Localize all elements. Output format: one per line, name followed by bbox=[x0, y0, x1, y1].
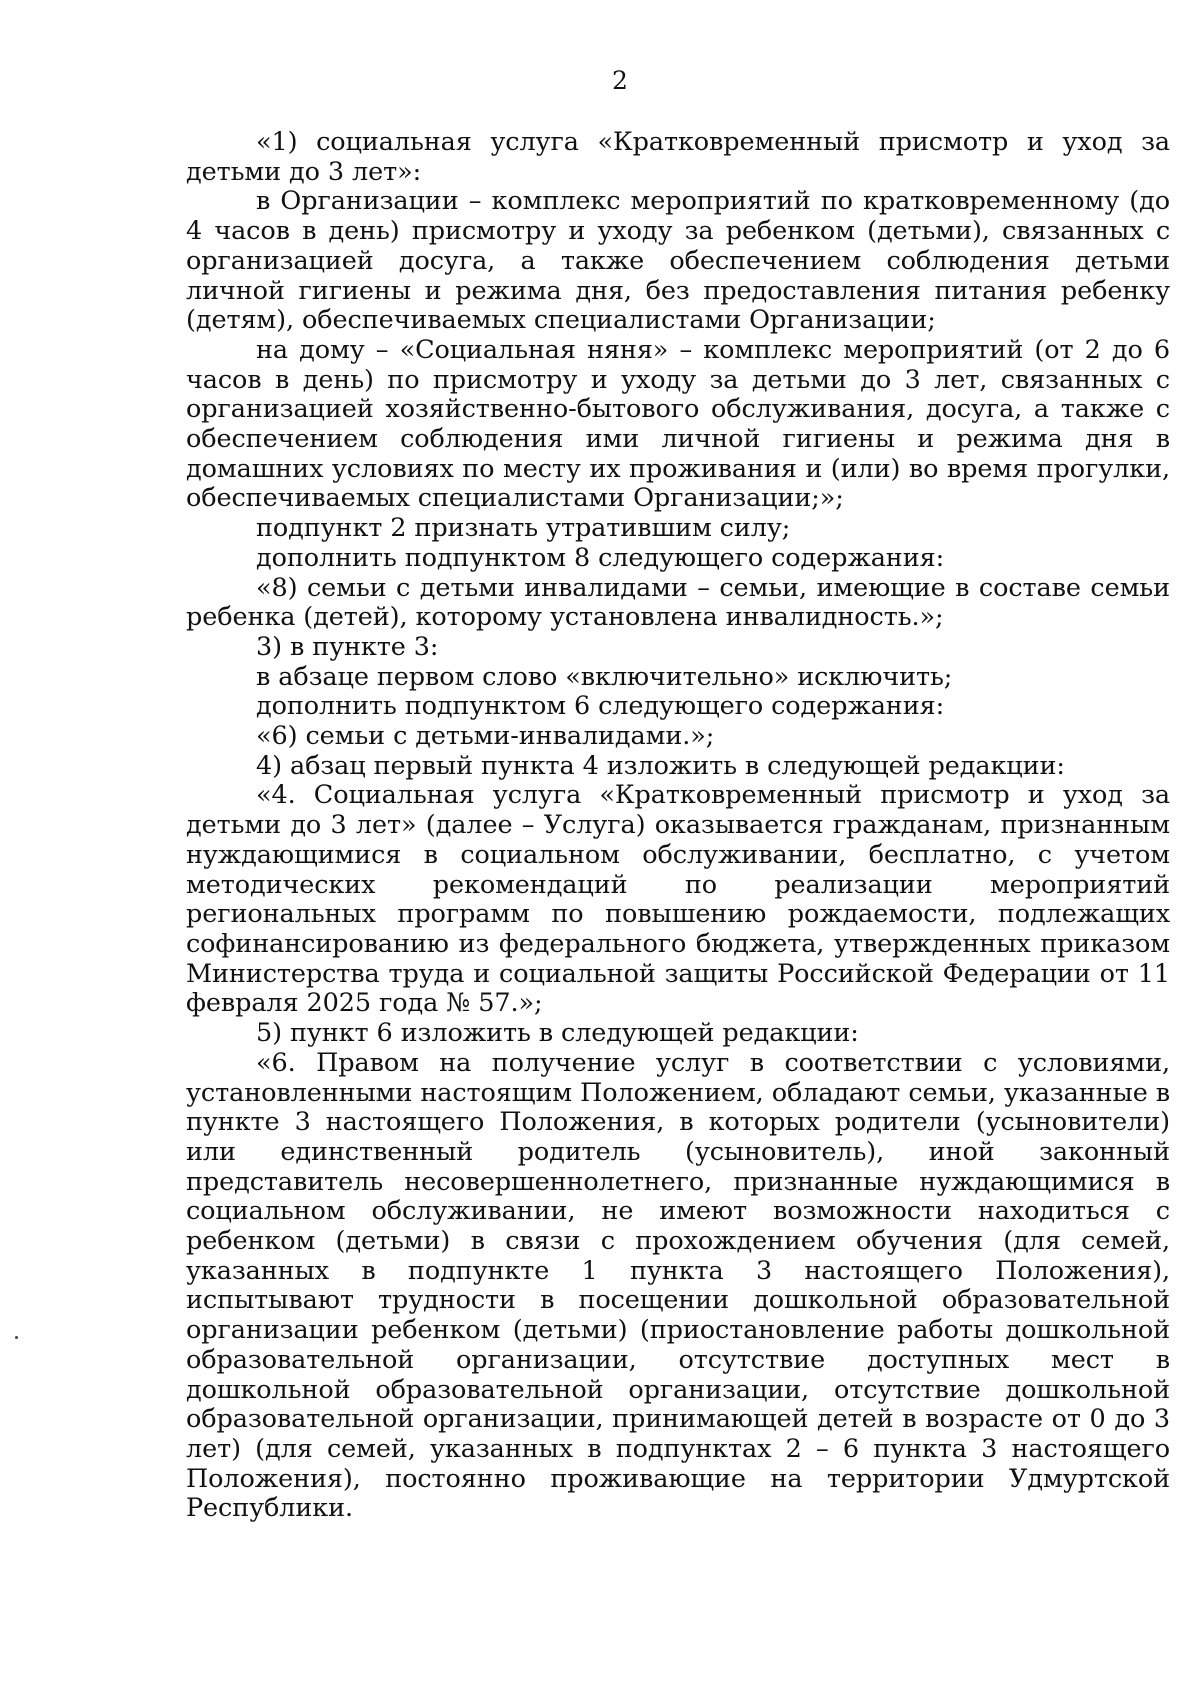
paragraph: 5) пункт 6 изложить в следующей редакции: bbox=[256, 1018, 859, 1049]
paragraph: «6) семьи с детьми-инвалидами.»; bbox=[256, 721, 715, 752]
scan-speck bbox=[15, 1336, 18, 1339]
paragraph: «1) социальная услуга «Кратковременный присмотр и уход за детьми до 3 лет»: bbox=[186, 127, 1170, 187]
page-number: 2 bbox=[612, 66, 628, 95]
document-body bbox=[186, 128, 1170, 1524]
paragraph: дополнить подпунктом 6 следующего содержания: bbox=[256, 691, 945, 722]
paragraph: на дому – «Социальная няня» – комплекс мероприятий (от 2 до 6 часов в день) по присмотру и уходу за детьми до 3 лет, связанных с организацией хозяйственно-бытового обслуживания, досуга, а также с обеспечением соблюдения ими личной гигиены и режима дня в домашних условиях по месту их проживания и (или) во время прогулки, обеспечиваемых специалистами Организации;»; bbox=[186, 334, 1170, 514]
paragraph: «8) семьи с детьми инвалидами – семьи, имеющие в составе семьи ребенка (детей), которому установлена инвалидность.»; bbox=[186, 572, 1170, 633]
paragraph: в абзаце первом слово «включительно» исключить; bbox=[256, 661, 953, 692]
paragraph: в Организации – комплекс мероприятий по кратковременному (до 4 часов в день) присмотру и уходу за ребенком (детьми), связанных с организацией досуга, а также обеспечением соблюдения детьми личной гигиены и режима дня, без предоставления питания ребенку (детям), обеспечиваемых специалистами Организации; bbox=[186, 186, 1170, 336]
paragraph: дополнить подпунктом 8 следующего содержания: bbox=[256, 542, 945, 573]
paragraph: «4. Социальная услуга «Кратковременный присмотр и уход за детьми до 3 лет» (далее – Услуга) оказывается гражданам, признанным нуждающимися в социальном обслуживании, бесплатно, с учетом методических рекомендаций по реализации мероприятий региональных программ по повышению рождаемости, подлежащих софинансированию из федерального бюджета, утвержденных приказом Министерства труда и социальной защиты Российской Федерации от 11 февраля 2025 года № 57.»; bbox=[186, 780, 1170, 1019]
paragraph: подпункт 2 признать утратившим силу; bbox=[256, 513, 791, 544]
paragraph: 4) абзац первый пункта 4 изложить в следующей редакции: bbox=[256, 750, 1065, 781]
paragraph: 3) в пункте 3: bbox=[256, 631, 439, 662]
paragraph: «6. Правом на получение услуг в соответствии с условиями, установленными настоящим Положением, обладают семьи, указанные в пункте 3 настоящего Положения, в которых родители (усыновители) или единственный родитель (усыновитель), иной законный представитель несовершеннолетнего, признанные нуждающимися в социальном обслуживании, не имеют возможности находиться с ребенком (детьми) в связи с прохождением обучения (для семей, указанных в подпункте 1 пункта 3 настоящего Положения), испытывают трудности в посещении дошкольной образовательной организации ребенком (детьми) (приостановление работы дошкольной образовательной организации, отсутствие доступных мест в дошкольной образовательной организации, отсутствие дошкольной образовательной организации, принимающей детей в возрасте от 0 до 3 лет) (для семей, указанных в подпунктах 2 – 6 пункта 3 настоящего Положения), постоянно проживающие на территории Удмуртской Республики. bbox=[186, 1047, 1170, 1524]
